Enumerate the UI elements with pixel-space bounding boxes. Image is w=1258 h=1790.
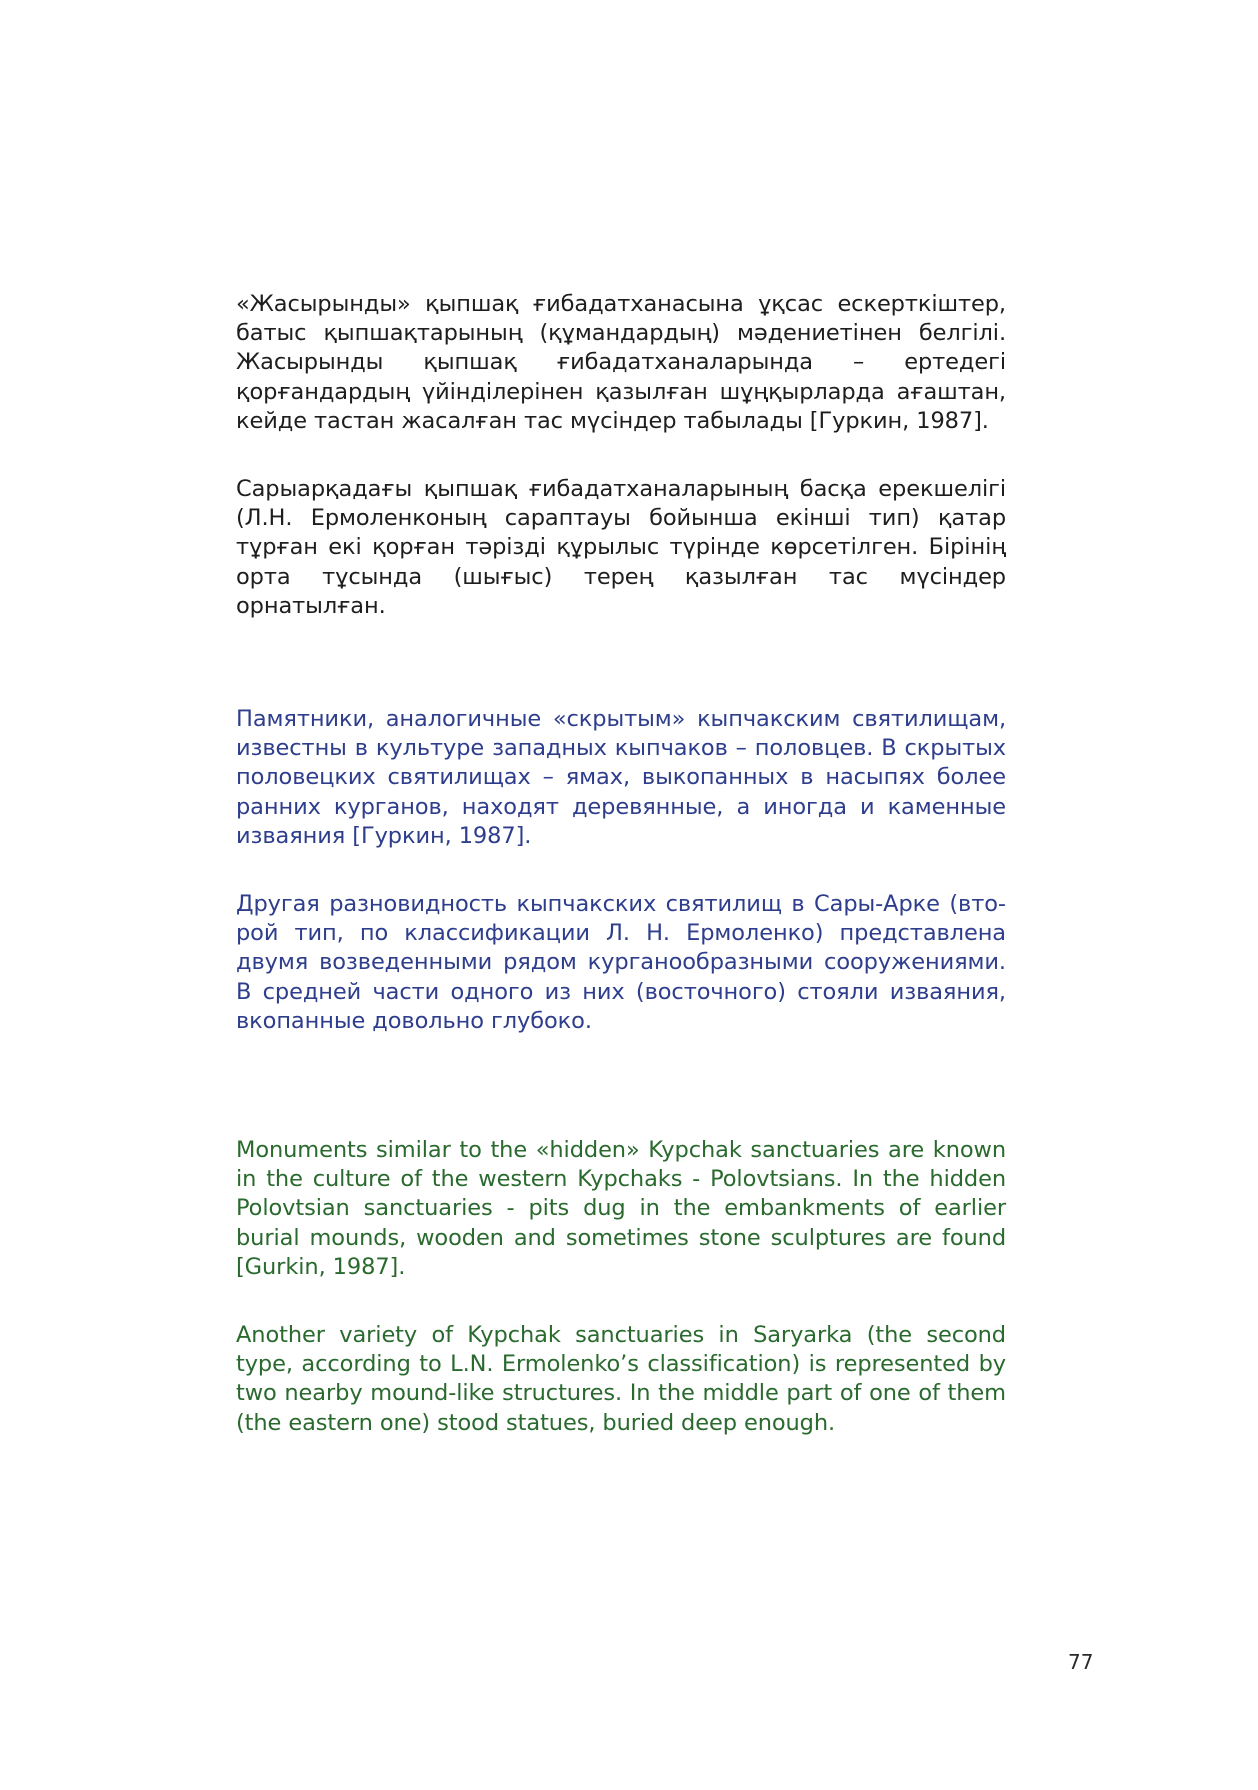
russian-paragraph-2-block xyxy=(236,890,1006,1036)
kazakh-paragraph-2: Сарыарқадағы қыпшақ ғибадатханаларының басқа ерекшелігі (Л.Н. Ермоленконың сараптауы бойынша екінші тип) қатар тұрған екі қорған тәрізді құрылыс түрінде көрсетілген. Бірінің орта тұсында (шығыс) терең қазылған тас мүсіндер орнатылған. xyxy=(236,476,1006,619)
english-paragraph-2-block xyxy=(236,1321,1006,1438)
kazakh-paragraph-2-block xyxy=(236,475,1006,621)
russian-paragraph-2: Другая разновидность кыпчакских святилищ в Сары-Арке (второй тип, по классификации Л. Н. Ермоленко) представлена двумя возведенными рядом курганообразными сооружениями. В средней части одного из них (восточного) стояли изваяния, вкопанные довольно глубоко. xyxy=(236,891,1006,1034)
english-paragraph-1-block xyxy=(236,1136,1006,1282)
english-paragraph-2: Another variety of Kypchak sanctuaries in Saryarka (the second type, according to L.N. Ermolenko’s classification) is represented by two nearby mound-like structures. In the middle part of one of them (the eastern one) stood statues, buried deep enough. xyxy=(236,1322,1006,1436)
kazakh-paragraph-1: «Жасырынды» қыпшақ ғибадатханасына ұқсас ескерткіштер, батыс қыпшақтарының (құмандардың) мәдениетінен белгілі. Жасырынды қыпшақ ғибадатханаларында – ертедегі қорғандардың үйінділерінен қазылған шұңқырларда ағаштан, кейде тастан жасалған тас мүсіндер табылады [Гуркин, 1987]. xyxy=(236,291,1006,434)
russian-paragraph-1-block xyxy=(236,705,1006,851)
english-paragraph-1: Monuments similar to the «hidden» Kypchak sanctuaries are known in the culture of the western Kypchaks - Polovtsians. In the hidden Polovtsian sanctuaries - pits dug in the embankments of earlier burial mounds, wooden and sometimes stone sculptures are found [Gurkin, 1987]. xyxy=(236,1137,1006,1280)
russian-paragraph-1: Памятники, аналогичные «скрытым» кыпчакским святилищам, известны в культуре западных кыпчаков – половцев. В скрытых половецких святилищах – ямах, выкопанных в насыпях более ранних курганов, находят деревянные, а иногда и каменные изваяния [Гуркин, 1987]. xyxy=(236,706,1006,849)
page-number: 77 xyxy=(1068,1650,1094,1674)
kazakh-paragraph-1-block xyxy=(236,290,1006,436)
